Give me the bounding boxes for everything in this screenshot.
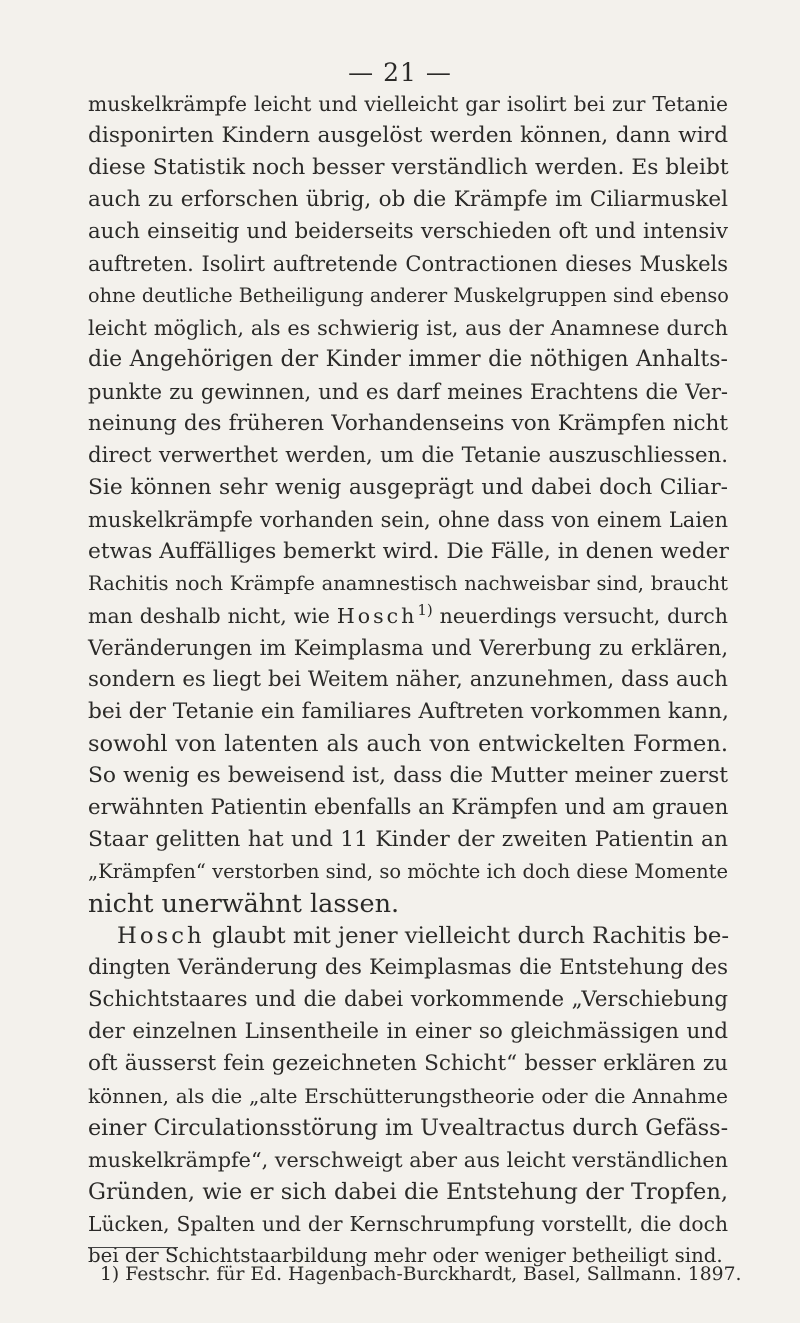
text-line-paragraph-end: nicht unerwähnt lassen. [88,889,400,919]
text-line: auch zu erforschen übrig, ob die Krämpfe im Ciliarmuskel [88,187,728,212]
text-line: etwas Auffälliges bemerkt wird. Die Fälle, in denen weder [88,539,729,564]
text-line: leicht möglich, als es schwierig ist, aus der Anamnese durch [88,316,728,340]
text-line: sondern es liegt bei Weitem näher, anzunehmen, dass auch [88,667,728,692]
text-line: dingten Veränderung des Keimplasmas die Entstehung des [88,955,728,980]
text-line: direct verwerthet werden, um die Tetanie auszuschliessen. [88,443,728,468]
footnote: 1) Festschr. für Ed. Hagenbach-Burckhardt, Basel, Sallmann. 1897. [100,1264,742,1285]
text-line: muskelkrämpfe leicht und vielleicht gar isolirt bei zur Tetanie [88,92,728,116]
page-number: — 21 — [348,58,452,87]
text-line: erwähnten Patientin ebenfalls an Krämpfen und am grauen [88,795,729,820]
text-line-with-footnote-ref [88,600,728,632]
text-line: diese Statistik noch besser verständlich werden. Es bleibt [88,155,729,180]
text-line: der einzelnen Linsentheile in einer so gleichmässigen und [88,1019,728,1044]
text-line: bei der Tetanie ein familiares Auftreten vorkommen kann, [88,699,729,724]
text-line: punkte zu gewinnen, und es darf meines Erachtens die Ver- [88,380,728,404]
text-line: Schichtstaares und die dabei vorkommende „Verschiebung [88,987,728,1012]
text-line: einer Circulationsstörung im Uvealtractus durch Gefäss- [88,1115,729,1141]
text-line: muskelkrämpfe vorhanden sein, ohne dass von einem Laien [88,508,728,532]
text-line: Veränderungen im Keimplasma und Vererbung zu erklären, [88,636,728,660]
text-line: So wenig es beweisend ist, dass die Mutter meiner zuerst [88,763,728,788]
text-line: auftreten. Isolirt auftretende Contractionen dieses Muskels [88,252,728,276]
text-line: Gründen, wie er sich dabei die Entstehung der Tropfen, [88,1179,728,1205]
text-line: können, als die „alte Erschütterungstheorie oder die Annahme [88,1084,728,1108]
author-name: Hosch [117,923,205,949]
text-line: die Angehörigen der Kinder immer die nöthigen Anhalts- [88,347,728,372]
footnote-divider [88,1247,178,1248]
text-line: muskelkrämpfe“, verschweigt aber aus leicht verständlichen [88,1148,728,1172]
footnote-ref[interactable]: 1) [417,601,433,620]
text-line: auch einseitig und beiderseits verschieden oft und intensiv [88,219,728,244]
text-line: Lücken, Spalten und der Kernschrumpfung vorstellt, die doch [88,1212,728,1236]
text-line: ohne deutliche Betheiligung anderer Muskelgruppen sind ebenso [88,284,729,307]
text-line: „Krämpfen“ verstorben sind, so möchte ich doch diese Momente [88,860,729,883]
text-line: sowohl von latenten als auch von entwickelten Formen. [88,731,728,757]
text-line-paragraph-end: bei der Schichtstaarbildung mehr oder weniger betheiligt sind. [88,1244,723,1267]
text-line: Staar gelitten hat und 11 Kinder der zweiten Patientin an [88,827,728,852]
author-name: Hosch [336,604,418,628]
text-line: oft äusserst fein gezeichneten Schicht“ besser erklären zu [88,1051,728,1076]
text-segment: glaubt mit jener vielleicht durch Rachitis be- [211,923,730,949]
text-line: Sie können sehr wenig ausgeprägt und dabei doch Ciliar- [88,475,728,500]
text-segment: man deshalb nicht, wie [88,604,330,628]
text-segment: neuerdings versucht, durch [439,604,728,628]
text-line-paragraph-start [117,920,728,952]
text-line: disponirten Kindern ausgelöst werden können, dann wird [88,123,728,148]
text-line: neinung des früheren Vorhandenseins von Krämpfen nicht [88,411,728,436]
text-line: Rachitis noch Krämpfe anamnestisch nachweisbar sind, braucht [88,572,728,595]
